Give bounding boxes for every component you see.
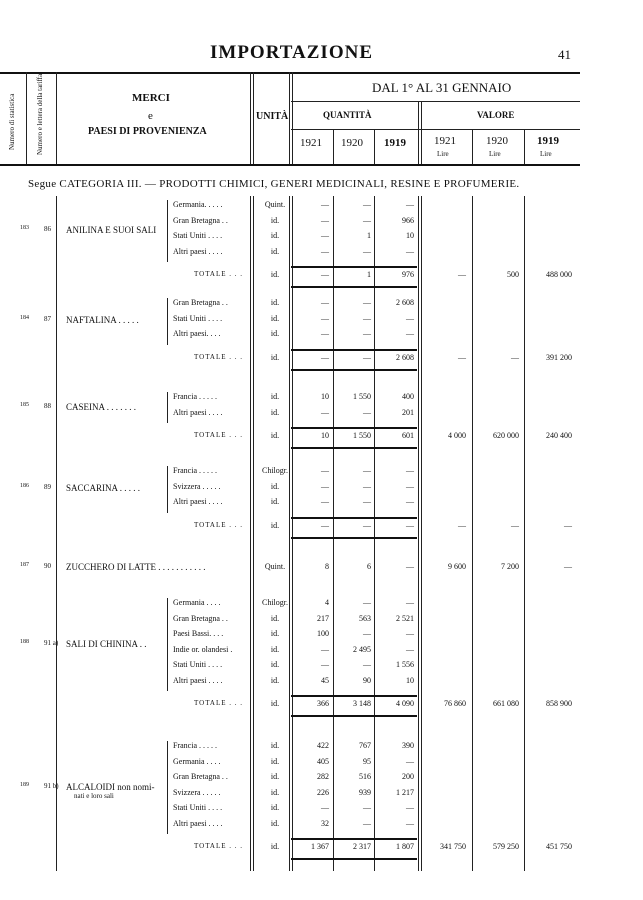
cell-q1921: — (321, 215, 329, 225)
cell-q1920: — (363, 246, 371, 256)
cell-q1919: — (406, 818, 414, 828)
tariff-number: 91 a) (44, 638, 59, 647)
cell-q1921: 32 (321, 818, 329, 828)
cell-v1921: 9 600 (448, 562, 466, 571)
paese-label: Stati Uniti . . . . (173, 803, 223, 812)
unita-cell: id. (270, 644, 280, 654)
cell-q1919: 390 (402, 741, 414, 750)
totale-rule (291, 715, 417, 717)
merce-name-cont: nati e loro sali (74, 791, 114, 800)
body-divider (250, 196, 254, 871)
totale-rule (291, 695, 417, 697)
unita-cell: id. (270, 215, 280, 225)
totale-q1919: — (406, 520, 414, 530)
cell-q1920: 95 (363, 756, 371, 766)
paese-label: Germania. . . . . (173, 200, 223, 209)
paese-label: Francia . . . . . (173, 466, 217, 475)
cell-q1919: — (406, 481, 414, 491)
cell-q1920: 1 550 (353, 392, 371, 401)
totale-q1921: — (321, 270, 329, 279)
cell-v1919: — (564, 562, 572, 571)
cell-q1919: 1 217 (396, 787, 414, 797)
cell-q1919: — (406, 803, 414, 812)
cell-q1920: — (363, 660, 371, 669)
group-brace (167, 298, 172, 345)
cell-v1920: 7 200 (501, 562, 519, 571)
cell-q1920: 563 (359, 613, 371, 623)
lire-label: Lire (540, 150, 552, 158)
paese-label: Altri paesi . . . . (173, 675, 223, 685)
paese-label: Altri paesi . . . . (173, 407, 223, 417)
totale-rule (291, 427, 417, 429)
paese-label: Gran Bretagna . . (173, 215, 228, 225)
body-divider (524, 196, 525, 871)
stat-number: 189 (20, 781, 29, 788)
stat-number: 183 (20, 225, 29, 231)
cell-q1921: 226 (317, 787, 329, 797)
col-divider (56, 72, 57, 164)
paese-label: Altri paesi . . . . (173, 497, 223, 506)
paese-label: Altri paesi . . . . (173, 246, 223, 256)
merce-name: CASEINA . . . . . . . (66, 401, 137, 412)
unita-cell: id. (270, 431, 280, 440)
totale-q1920: 1 (367, 270, 371, 279)
cell-q1919: — (406, 756, 414, 766)
unita-cell: id. (270, 803, 280, 812)
paese-label: Paesi Bassi. . . . (173, 629, 224, 638)
unita-cell: id. (270, 313, 280, 323)
unita-cell: id. (270, 407, 280, 417)
totale-q1921: 366 (317, 699, 329, 708)
unita-cell: Chilogr. (262, 466, 289, 475)
unita-cell: Quint. (264, 200, 286, 209)
cell-q1921: 405 (317, 756, 329, 766)
totale-label: TOTALE . . . (194, 520, 244, 529)
body-divider (56, 196, 57, 871)
col-valore: VALORE (477, 110, 515, 120)
totale-q1920: 2 317 (353, 842, 371, 851)
paese-label: Gran Bretagna . . (173, 772, 228, 781)
cell-q1919: — (406, 598, 414, 607)
cell-q1920: — (363, 200, 371, 209)
unita-cell: Quint. (264, 562, 286, 571)
col-period: DAL 1° AL 31 GENNAIO (372, 80, 512, 95)
unita-cell: id. (270, 756, 280, 766)
cell-q1921: 282 (317, 772, 329, 781)
year-v1920: 1920 (486, 135, 508, 147)
totale-q1921: — (321, 352, 329, 362)
year-v1919: 1919 (537, 135, 559, 147)
cell-q1919: — (406, 246, 414, 256)
unita-cell: id. (270, 772, 280, 781)
unita-cell: id. (270, 613, 280, 623)
cell-q1920: — (363, 298, 371, 307)
unita-cell: id. (270, 741, 280, 750)
merce-name: ZUCCHERO DI LATTE . . . . . . . . . . . (66, 562, 206, 572)
tariff-number: 87 (44, 315, 51, 324)
header-rule (291, 101, 580, 102)
totale-label: TOTALE . . . (194, 431, 244, 439)
paese-label: Germania . . . . (173, 756, 221, 766)
col-divider (289, 72, 293, 164)
col-paesi: PAESI DI PROVENIENZA (88, 126, 207, 137)
cell-q1921: — (321, 407, 329, 417)
cell-q1920: — (363, 215, 371, 225)
cell-q1919: — (406, 644, 414, 654)
cell-q1921: — (321, 231, 329, 240)
totale-v1919: 240 400 (546, 431, 572, 440)
unita-cell: id. (270, 270, 280, 279)
paese-label: Svizzera . . . . . (173, 481, 221, 491)
cell-q1920: — (363, 818, 371, 828)
merce-name: ANILINA E SUOI SALI (66, 225, 157, 235)
unita-cell: id. (270, 497, 280, 506)
totale-v1920: — (511, 352, 519, 362)
unita-cell: id. (270, 629, 280, 638)
cell-q1921: — (321, 481, 329, 491)
page-number: 41 (558, 47, 571, 62)
unita-cell: id. (270, 352, 280, 362)
cell-q1921: 217 (317, 613, 329, 623)
totale-q1920: 3 148 (353, 699, 371, 708)
totale-rule (291, 858, 417, 860)
totale-q1921: — (321, 520, 329, 530)
header-rule (291, 129, 580, 130)
tariff-number: 90 (44, 562, 51, 570)
totale-v1921: — (458, 352, 466, 362)
cell-q1921: — (321, 313, 329, 323)
totale-v1920: — (511, 520, 519, 530)
paese-label: Gran Bretagna . . (173, 298, 228, 307)
cell-q1921: 4 (325, 598, 329, 607)
paese-label: Stati Uniti . . . . (173, 231, 223, 240)
col-divider (333, 129, 334, 164)
unita-cell: id. (270, 675, 280, 685)
unita-cell: id. (270, 246, 280, 256)
cell-q1921: — (321, 200, 329, 209)
cell-q1921: — (321, 466, 329, 475)
cell-q1920: — (363, 481, 371, 491)
stat-number: 185 (20, 401, 29, 408)
col-merci: MERCI (132, 92, 170, 104)
cell-q1919: — (406, 329, 414, 338)
cell-q1919: 1 556 (396, 660, 414, 669)
totale-v1921: 4 000 (448, 431, 466, 440)
totale-q1919: 1 807 (396, 842, 414, 851)
cell-q1919: 2 521 (396, 613, 414, 623)
totale-label: TOTALE . . . (194, 842, 244, 850)
cell-q1920: 90 (363, 675, 371, 685)
unita-cell: id. (270, 699, 280, 708)
cell-q1920: — (363, 598, 371, 607)
cell-q1919: 400 (402, 392, 414, 401)
col-divider (26, 72, 27, 164)
stat-number: 188 (20, 638, 29, 645)
totale-v1919: 488 000 (546, 270, 572, 279)
cell-q1920: 767 (359, 741, 371, 750)
cell-q1921: 45 (321, 675, 329, 685)
cell-q1920: — (363, 466, 371, 475)
cell-q1920: — (363, 329, 371, 338)
totale-v1921: 76 860 (444, 699, 466, 708)
cell-q1921: — (321, 497, 329, 506)
page-title: IMPORTAZIONE (210, 42, 373, 63)
totale-q1919: 976 (402, 270, 414, 279)
cell-q1921: 8 (325, 562, 329, 571)
totale-q1921: 10 (321, 431, 329, 440)
cell-q1919: — (406, 629, 414, 638)
stat-number: 186 (20, 483, 29, 490)
cell-q1921: — (321, 803, 329, 812)
cell-q1921: — (321, 644, 329, 654)
totale-rule (291, 838, 417, 840)
col-divider (374, 129, 375, 164)
col-divider (250, 72, 254, 164)
cell-q1920: — (363, 629, 371, 638)
totale-q1920: — (363, 352, 371, 362)
group-brace (167, 466, 172, 513)
col-divider (524, 129, 525, 164)
col-num-statistica: Numero di statistica (8, 93, 16, 150)
paese-label: Gran Bretagna . . (173, 613, 228, 623)
totale-label: TOTALE . . . (194, 270, 244, 278)
unita-cell: id. (270, 818, 280, 828)
totale-v1920: 661 080 (493, 699, 519, 708)
totale-v1920: 500 (507, 270, 519, 279)
totale-q1919: 2 608 (396, 352, 414, 362)
cell-q1919: 201 (402, 407, 414, 417)
totale-v1921: — (458, 270, 466, 279)
cell-q1920: — (363, 407, 371, 417)
paese-label: Stati Uniti . . . . (173, 313, 223, 323)
totale-label: TOTALE . . . (194, 352, 244, 361)
totale-v1919: — (564, 520, 572, 530)
paese-label: Altri paesi . . . . (173, 818, 223, 828)
col-merci-e: e (148, 110, 153, 122)
cell-q1920: — (363, 313, 371, 323)
merce-name: SACCARINA . . . . . (66, 483, 141, 494)
totale-v1920: 620 000 (493, 431, 519, 440)
cell-q1920: — (363, 803, 371, 812)
group-brace (167, 741, 172, 834)
totale-v1919: 451 750 (546, 842, 572, 851)
year-v1921: 1921 (434, 135, 456, 147)
paese-label: Svizzera . . . . . (173, 787, 221, 797)
tariff-number: 89 (44, 483, 51, 492)
unita-cell: id. (270, 660, 280, 669)
paese-label: Francia . . . . . (173, 741, 217, 750)
paese-label: Stati Uniti . . . . (173, 660, 223, 669)
cell-q1921: — (321, 246, 329, 256)
paese-label: Francia . . . . . (173, 392, 217, 401)
totale-v1921: 341 750 (440, 842, 466, 851)
unita-cell: id. (270, 231, 280, 240)
cell-q1919: — (406, 200, 414, 209)
unita-cell: id. (270, 298, 280, 307)
cell-q1920: 939 (359, 787, 371, 797)
cell-q1921: — (321, 660, 329, 669)
tariff-number: 91 b) (44, 781, 59, 790)
cell-q1919: — (406, 313, 414, 323)
paese-label: Germania . . . . (173, 598, 221, 607)
group-brace (167, 598, 172, 691)
totale-q1919: 601 (402, 431, 414, 440)
group-brace (167, 200, 172, 262)
totale-rule (291, 537, 417, 539)
tariff-number: 86 (44, 225, 51, 233)
cell-q1920: 6 (367, 562, 371, 571)
lire-label: Lire (489, 150, 501, 158)
totale-v1919: 858 900 (546, 699, 572, 708)
year-q1919: 1919 (384, 137, 406, 149)
cell-q1919: 10 (406, 675, 414, 685)
totale-label: TOTALE . . . (194, 699, 244, 707)
lire-label: Lire (437, 150, 449, 158)
stat-number: 184 (20, 315, 29, 322)
totale-rule (291, 266, 417, 268)
stat-number: 187 (20, 562, 29, 568)
unita-cell: id. (270, 481, 280, 491)
totale-rule (291, 447, 417, 449)
cell-q1919: — (406, 562, 414, 571)
year-q1921: 1921 (300, 137, 322, 149)
group-brace (167, 392, 172, 423)
category-heading: Segue CATEGORIA III. — PRODOTTI CHIMICI, GENERI MEDICINALI, RESINE E PROFUMERIE. (28, 178, 520, 190)
merce-name: NAFTALINA . . . . . (66, 315, 139, 326)
cell-q1919: 10 (406, 231, 414, 240)
unita-cell: id. (270, 392, 280, 401)
header-bottom-rule (0, 164, 580, 166)
unita-cell: id. (270, 842, 280, 851)
unita-cell: id. (270, 520, 280, 530)
cell-q1921: 10 (321, 392, 329, 401)
cell-q1921: — (321, 298, 329, 307)
cell-q1920: 1 (367, 231, 371, 240)
totale-rule (291, 517, 417, 519)
col-num-tariffa: Numero e lettera della tariffa (36, 73, 44, 155)
col-unita: UNITÀ (256, 111, 289, 122)
cell-q1919: — (406, 497, 414, 506)
unita-cell: Chilogr. (262, 598, 289, 607)
totale-rule (291, 369, 417, 371)
cell-q1921: 422 (317, 741, 329, 750)
body-divider (472, 196, 473, 871)
totale-v1921: — (458, 520, 466, 530)
tariff-number: 88 (44, 401, 51, 410)
totale-v1919: 391 200 (546, 352, 572, 362)
body-divider (418, 196, 422, 871)
cell-q1919: 200 (402, 772, 414, 781)
year-q1920: 1920 (341, 137, 363, 149)
paese-label: Altri paesi. . . . (173, 329, 221, 338)
totale-q1920: — (363, 520, 371, 530)
unita-cell: id. (270, 787, 280, 797)
totale-q1920: 1 550 (353, 431, 371, 440)
totale-q1921: 1 367 (311, 842, 329, 851)
cell-q1921: 100 (317, 629, 329, 638)
cell-q1919: — (406, 466, 414, 475)
cell-q1919: 2 608 (396, 298, 414, 307)
merce-name: ALCALOIDI non nomi- (66, 781, 155, 792)
cell-q1920: — (363, 497, 371, 506)
cell-q1920: 516 (359, 772, 371, 781)
totale-rule (291, 349, 417, 351)
merce-name: SALI DI CHININA . . (66, 638, 147, 649)
totale-v1920: 579 250 (493, 842, 519, 851)
col-divider (418, 101, 422, 164)
totale-q1919: 4 090 (396, 699, 414, 708)
col-divider (472, 129, 473, 164)
paese-label: Indie or. olandesi . (173, 644, 233, 654)
cell-q1920: 2 495 (353, 644, 371, 654)
col-quantita: QUANTITÀ (323, 110, 372, 120)
totale-rule (291, 286, 417, 288)
cell-q1919: 966 (402, 215, 414, 225)
cell-q1921: — (321, 329, 329, 338)
unita-cell: id. (270, 329, 280, 338)
